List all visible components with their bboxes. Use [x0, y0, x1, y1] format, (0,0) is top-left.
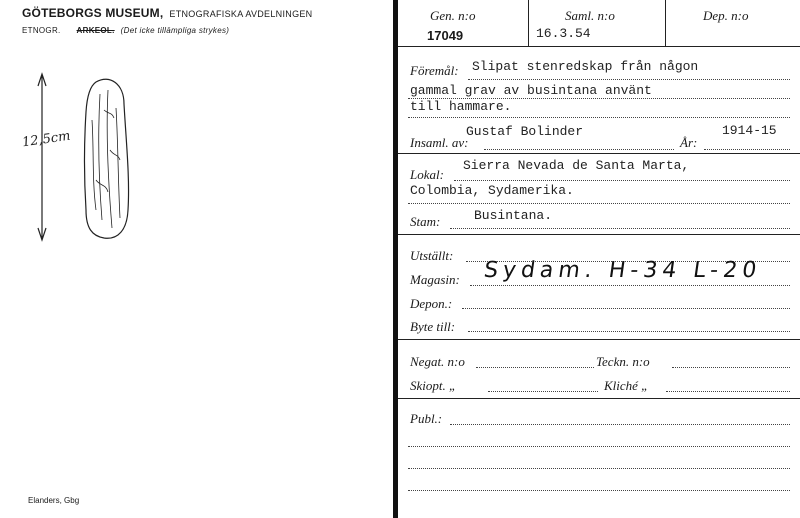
insaml-value: Gustaf Bolinder [466, 124, 584, 139]
foremal-line-1: Slipat stenredskap från någon [472, 59, 699, 74]
etnogr-label: ETNOGR. [22, 26, 61, 35]
collection-line [22, 26, 229, 35]
foremal-label: Föremål: [410, 63, 459, 78]
byte-rule [398, 339, 800, 340]
stam-value: Busintana. [474, 208, 553, 223]
insaml-label: Insaml. av: [410, 135, 469, 150]
gen-value: 17049 [427, 28, 464, 43]
negat-label: Negat. n:o [410, 354, 465, 369]
card-divider [393, 0, 398, 518]
magasin-value: Sydam. H-34 L-20 [482, 258, 763, 283]
ar-value: 1914-15 [722, 123, 777, 138]
kliche-label: Kliché „ [604, 378, 649, 393]
dep-label: Dep. n:o [703, 8, 749, 23]
lokal-label: Lokal: [410, 167, 444, 182]
box-divider-2 [665, 0, 666, 46]
saml-value: 16.3.54 [536, 26, 591, 41]
stone-outline [85, 79, 129, 238]
museum-name: GÖTEBORGS MUSEUM, [22, 6, 164, 20]
byte-label: Byte till: [410, 319, 456, 334]
foremal-line-3: till hammare. [410, 99, 512, 114]
header-rule [398, 46, 800, 47]
depon-label: Depon.: [410, 296, 453, 311]
skiopt-label: Skiopt. „ [410, 378, 457, 393]
utstallt-label: Utställt: [410, 248, 454, 263]
ar-label: År: [680, 135, 698, 150]
saml-label: Saml. n:o [565, 8, 615, 23]
magasin-label: Magasin: [410, 272, 460, 287]
stam-label: Stam: [410, 214, 441, 229]
dimension-label: 12,5cm [21, 128, 72, 151]
object-sketch [0, 60, 200, 260]
skiopt-rule [398, 398, 800, 399]
foremal-line-2: gammal grav av busintana använt [410, 83, 652, 98]
lokal-line-2: Colombia, Sydamerika. [410, 183, 574, 198]
department-name: ETNOGRAFISKA AVDELNINGEN [169, 9, 313, 19]
dimension-arrow [38, 74, 46, 240]
museum-header [22, 6, 312, 20]
lokal-line-1: Sierra Nevada de Santa Marta, [463, 158, 690, 173]
teckn-label: Teckn. n:o [596, 354, 650, 369]
publ-label: Publ.: [410, 411, 443, 426]
struck-label: ARKEOL. [76, 26, 115, 35]
box-divider-1 [528, 0, 529, 46]
insaml-rule [398, 153, 800, 154]
printer-mark: Elanders, Gbg [28, 496, 80, 505]
strike-note: (Det icke tillämpliga strykes) [120, 26, 230, 35]
gen-label: Gen. n:o [430, 8, 476, 23]
stam-rule [398, 234, 800, 235]
